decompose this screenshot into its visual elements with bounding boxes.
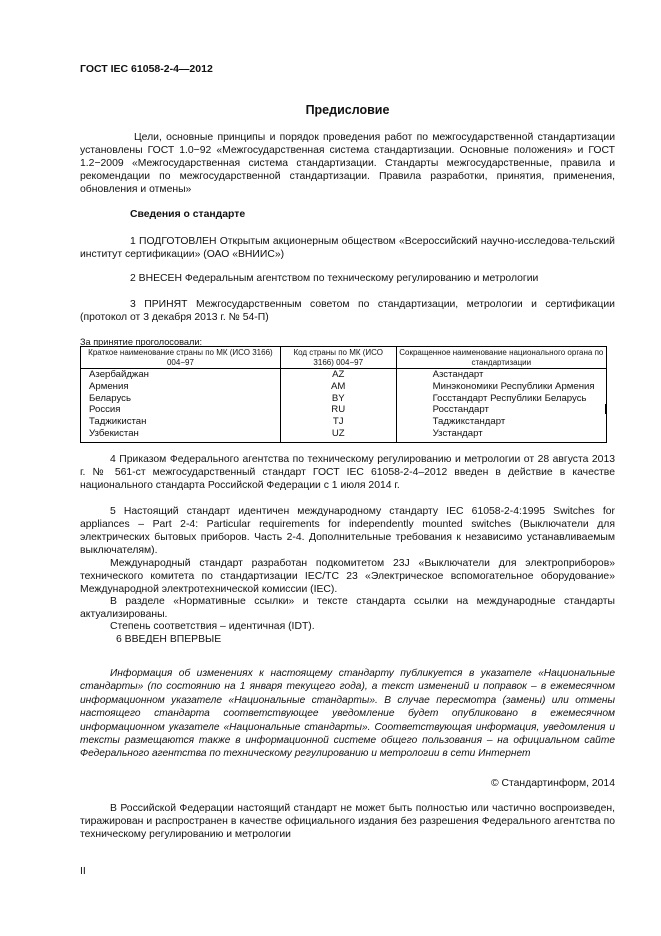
country-name: Беларусь bbox=[81, 393, 281, 405]
table-row bbox=[81, 416, 607, 428]
table-row bbox=[81, 393, 607, 405]
item-1: 1 ПОДГОТОВЛЕН Открытым акционерным обществом «Всероссийский научно-исследова-тельский институт сертификации» (ОАО «ВНИИС») bbox=[80, 236, 615, 260]
table-row bbox=[81, 428, 607, 442]
reproduction-notice: В Российской Федерации настоящий стандарт не может быть полностью или частично воспроизведен, тиражирован и распространен в качестве официального издания без разрешения Федерального агентства по техническому регулированию и метрологии bbox=[80, 803, 615, 840]
standards-body: Таджикстандарт bbox=[396, 416, 606, 428]
country-name: Узбекистан bbox=[81, 428, 281, 442]
country-code: TJ bbox=[280, 416, 396, 428]
standard-id: ГОСТ IEC 61058-2-4—2012 bbox=[80, 63, 213, 75]
country-name: Таджикистан bbox=[81, 416, 281, 428]
page-title: Предисловие bbox=[305, 103, 390, 117]
standards-body: Госстандарт Республики Беларусь bbox=[396, 393, 606, 405]
country-name: Россия bbox=[81, 404, 281, 416]
standards-body: Азстандарт bbox=[396, 369, 606, 381]
country-code: AZ bbox=[280, 369, 396, 381]
page-number: II bbox=[80, 865, 86, 877]
standards-body: Минэкономики Республики Армения bbox=[396, 381, 606, 393]
copyright: © Стандартинформ, 2014 bbox=[490, 778, 615, 789]
standards-body: Узстандарт bbox=[396, 428, 606, 442]
table-row bbox=[81, 369, 607, 381]
info-heading: Сведения о стандарте bbox=[130, 209, 246, 220]
item-5-origin: Международный стандарт разработан подкомитетом 23J «Выключатели для электроприборов» технического комитета по стандартизации IEC/TC 23 «Электрическое вспомогательное оборудование» Международной электротехнической комиссии (IEC). bbox=[80, 558, 615, 595]
country-code: BY bbox=[280, 393, 396, 405]
margin-mark bbox=[605, 404, 607, 414]
country-name: Азербайджан bbox=[81, 369, 281, 381]
item-4: 4 Приказом Федерального агентства по техническому регулированию и метрологии от 28 августа 2013 г. № 561-ст межгосударственный стандарт ГОСТ IEC 61058-2-4–2012 введен в действие в качестве национального стандарта Российской Федерации с 1 июля 2014 г. bbox=[80, 454, 615, 491]
standards-body: Росстандарт bbox=[396, 404, 606, 416]
country-name: Армения bbox=[81, 381, 281, 393]
intro-paragraph: Цели, основные принципы и порядок проведения работ по межгосударственной стандартизации установлены ГОСТ 1.0−92 «Межгосударственная система стандартизации. Основные положения» и ГОСТ 1.2−2009 «Межгосударственная система стандартизации. Стандарты межгосударственные, правила и рекомендации по межгосударственной стандартизации. Правила разработки, принятия, применения, обновления и отмены» bbox=[80, 132, 615, 195]
table-row bbox=[81, 404, 607, 416]
column-header-body: Сокращенное наименование национального органа по стандартизации bbox=[396, 347, 606, 369]
item-6: 6 ВВЕДЕН ВПЕРВЫЕ bbox=[116, 634, 222, 645]
column-header-code: Код страны по МК (ИСО 3166) 004−97 bbox=[280, 347, 396, 369]
table-row bbox=[81, 381, 607, 393]
item-5-conformity: Степень соответствия – идентичная (IDT). bbox=[110, 621, 315, 632]
change-info-notice: Информация об изменениях к настоящему стандарту публикуется в указателе «Национальные стандарты» (по состоянию на 1 января текущего года), а текст изменений и поправок – в ежемесячном информационном указателе «Национальные стандарты». В случае пересмотра (замены) или отмены настоящего стандарта соответствующее уведомление будет опубликовано в ежемесячном информационном указателе «Национальные стандарты». Соответствующая информация, уведомления и тексты размещаются также в информационной системе общего пользования – на официальном сайте Федерального агентства по техническому регулированию и метрологии в сети Интернет bbox=[80, 668, 615, 760]
item-2: 2 ВНЕСЕН Федеральным агентством по техническому регулированию и метрологии bbox=[130, 273, 539, 284]
voting-table bbox=[80, 346, 607, 443]
country-code: AM bbox=[280, 381, 396, 393]
item-5: 5 Настоящий стандарт идентичен международному стандарту IEC 61058-2-4:1995 Switches for appliances – Part 2-4: Particular requirements for independently mounted switches (Выключатели для электрических бытовых приборов. Часть 2-4. Дополнительные требования к независимо устанавливаемым выключателям). bbox=[80, 506, 615, 556]
item-3: 3 ПРИНЯТ Межгосударственным советом по стандартизации, метрологии и сертификации (протокол от 3 декабря 2013 г. № 54-П) bbox=[80, 299, 615, 323]
item-5-references: В разделе «Нормативные ссылки» и тексте стандарта ссылки на международные стандарты актуализированы. bbox=[80, 596, 615, 620]
country-code: RU bbox=[280, 404, 396, 416]
country-code: UZ bbox=[280, 428, 396, 442]
table-caption: За принятие проголосовали: bbox=[80, 337, 203, 347]
column-header-country: Краткое наименование страны по МК (ИСО 3166) 004−97 bbox=[81, 347, 281, 369]
